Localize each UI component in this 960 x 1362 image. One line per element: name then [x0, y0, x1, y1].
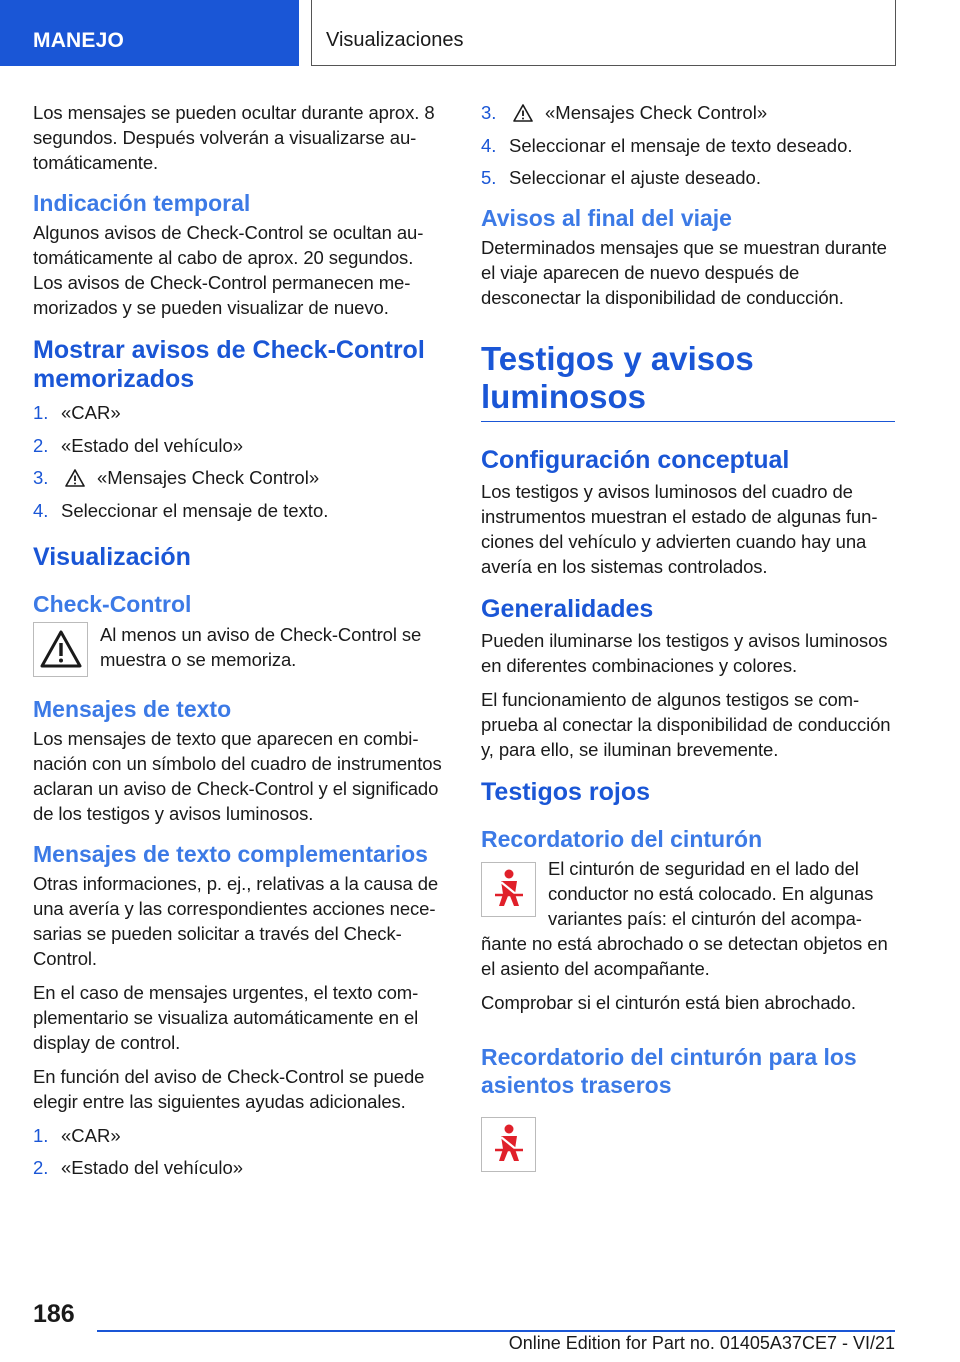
- page-number: 186: [33, 1300, 75, 1328]
- belt-box: [481, 862, 536, 917]
- complementary-heading: Mensajes de texto complementarios: [33, 840, 428, 867]
- header-title: Visualizaciones: [311, 0, 896, 66]
- complementary-text-2: En el caso de mensajes urgentes, el texto complementario se visualiza automáticamente en el display de control.: [33, 981, 419, 1053]
- text-messages-text: Los mensajes de texto que aparecen en combinación con un símbolo del cuadro de instrumentos aclaran un aviso de Check-Control y el significado de los testigos y avisos luminosos.: [33, 727, 442, 824]
- complementary-text-1: Otras informaciones, p. ej., relativas a la causa de una avería y las correspondientes acciones necesarias se pueden solicitar a través del Check-Control.: [33, 872, 439, 969]
- end-of-trip-heading: Avisos al final del viaje: [481, 205, 732, 231]
- belt-block: [481, 856, 895, 990]
- list-item: 3. «Mensajes Check Control»: [33, 467, 320, 488]
- check-control-row: [33, 622, 445, 677]
- belt-check-text: Comprobar si el cinturón está bien abrochado.: [481, 992, 856, 1013]
- warning-triangle-icon: [39, 629, 83, 669]
- display-heading: Visualización: [33, 542, 191, 571]
- general-heading: Generalidades: [481, 595, 654, 623]
- footer-divider: [97, 1330, 895, 1332]
- rear-belt-box: [481, 1117, 536, 1172]
- belt-heading: Recordatorio del cinturón: [481, 826, 763, 852]
- check-control-text: Al menos un aviso de Check-Control se muestra o se memoriza.: [100, 623, 422, 670]
- seatbelt-icon: [489, 1123, 529, 1167]
- red-lights-heading: Testigos rojos: [481, 778, 651, 806]
- left-column: [33, 100, 445, 1188]
- header-section: MANEJO: [0, 0, 299, 66]
- stored-steps: [33, 400, 445, 523]
- list-item: 4. Seleccionar el mensaje de texto.: [33, 499, 329, 521]
- belt-text: El cinturón de seguridad en el lado del conductor no está colocado. En algunas variantes país: el cinturón del acompañante no está abrochado o se detectan objetos en el asiento del acompañante.: [481, 858, 888, 979]
- temporal-text: Algunos avisos de Check-Control se ocultan automáticamente al cabo de aprox. 20 segundos. Los avisos de Check-Control permanecen memorizados y se pueden visualizar de nuevo.: [33, 222, 424, 318]
- end-of-trip-text: Determinados mensajes que se muestran durante el viaje aparecen de nuevo después de desconectar la disponibilidad de conducción.: [481, 237, 887, 308]
- intro-text: Los mensajes se pueden ocultar durante aprox. 8 segundos. Después volverán a visualizarse automáticamente.: [33, 102, 435, 173]
- list-item: 1. «CAR»: [33, 402, 121, 423]
- seatbelt-icon: [489, 868, 529, 912]
- main-heading: Testigos y avisos luminosos: [481, 340, 895, 422]
- footer-edition: Online Edition for Part no. 01405A37CE7 - VI/21: [508, 1333, 895, 1353]
- complementary-steps: [33, 1123, 445, 1181]
- warning-triangle-icon: [65, 469, 85, 487]
- list-item: 2. «Estado del vehículo»: [33, 434, 244, 456]
- list-item: 2. «Estado del vehículo»: [33, 1157, 244, 1178]
- general-text-1: Pueden iluminarse los testigos y avisos luminosos en diferentes combinaciones y colores.: [481, 630, 888, 676]
- warning-triangle-icon: [513, 104, 533, 122]
- warning-box: [33, 622, 88, 677]
- right-steps: [481, 100, 895, 190]
- stored-heading: Mostrar avisos de Check-Control memorizados: [33, 336, 425, 393]
- right-column: [481, 100, 895, 1172]
- list-item: 3. «Mensajes Check Control»: [481, 102, 768, 123]
- concept-heading: Configuración conceptual: [481, 446, 790, 474]
- check-control-heading: Check-Control: [33, 590, 192, 617]
- text-messages-heading: Mensajes de texto: [33, 695, 232, 722]
- list-item: 4. Seleccionar el mensaje de texto deseado.: [481, 134, 853, 156]
- list-item: 1. «CAR»: [33, 1124, 121, 1146]
- temporal-heading: Indicación temporal: [33, 190, 251, 216]
- complementary-text-3: En función del aviso de Check-Control se puede elegir entre las siguientes ayudas adicionales.: [33, 1065, 425, 1112]
- list-item: 5. Seleccionar el ajuste deseado.: [481, 167, 761, 188]
- general-text-2: El funcionamiento de algunos testigos se comprueba al conectar la disponibilidad de conducción y, para ello, se iluminan brevemente.: [481, 689, 891, 760]
- concept-text: Los testigos y avisos luminosos del cuadro de instrumentos muestran el estado de algunas funciones del vehículo y advierten cuando hay una avería en los sistemas controlados.: [481, 481, 878, 577]
- rear-belt-heading: Recordatorio del cinturón para los asientos traseros: [481, 1044, 857, 1098]
